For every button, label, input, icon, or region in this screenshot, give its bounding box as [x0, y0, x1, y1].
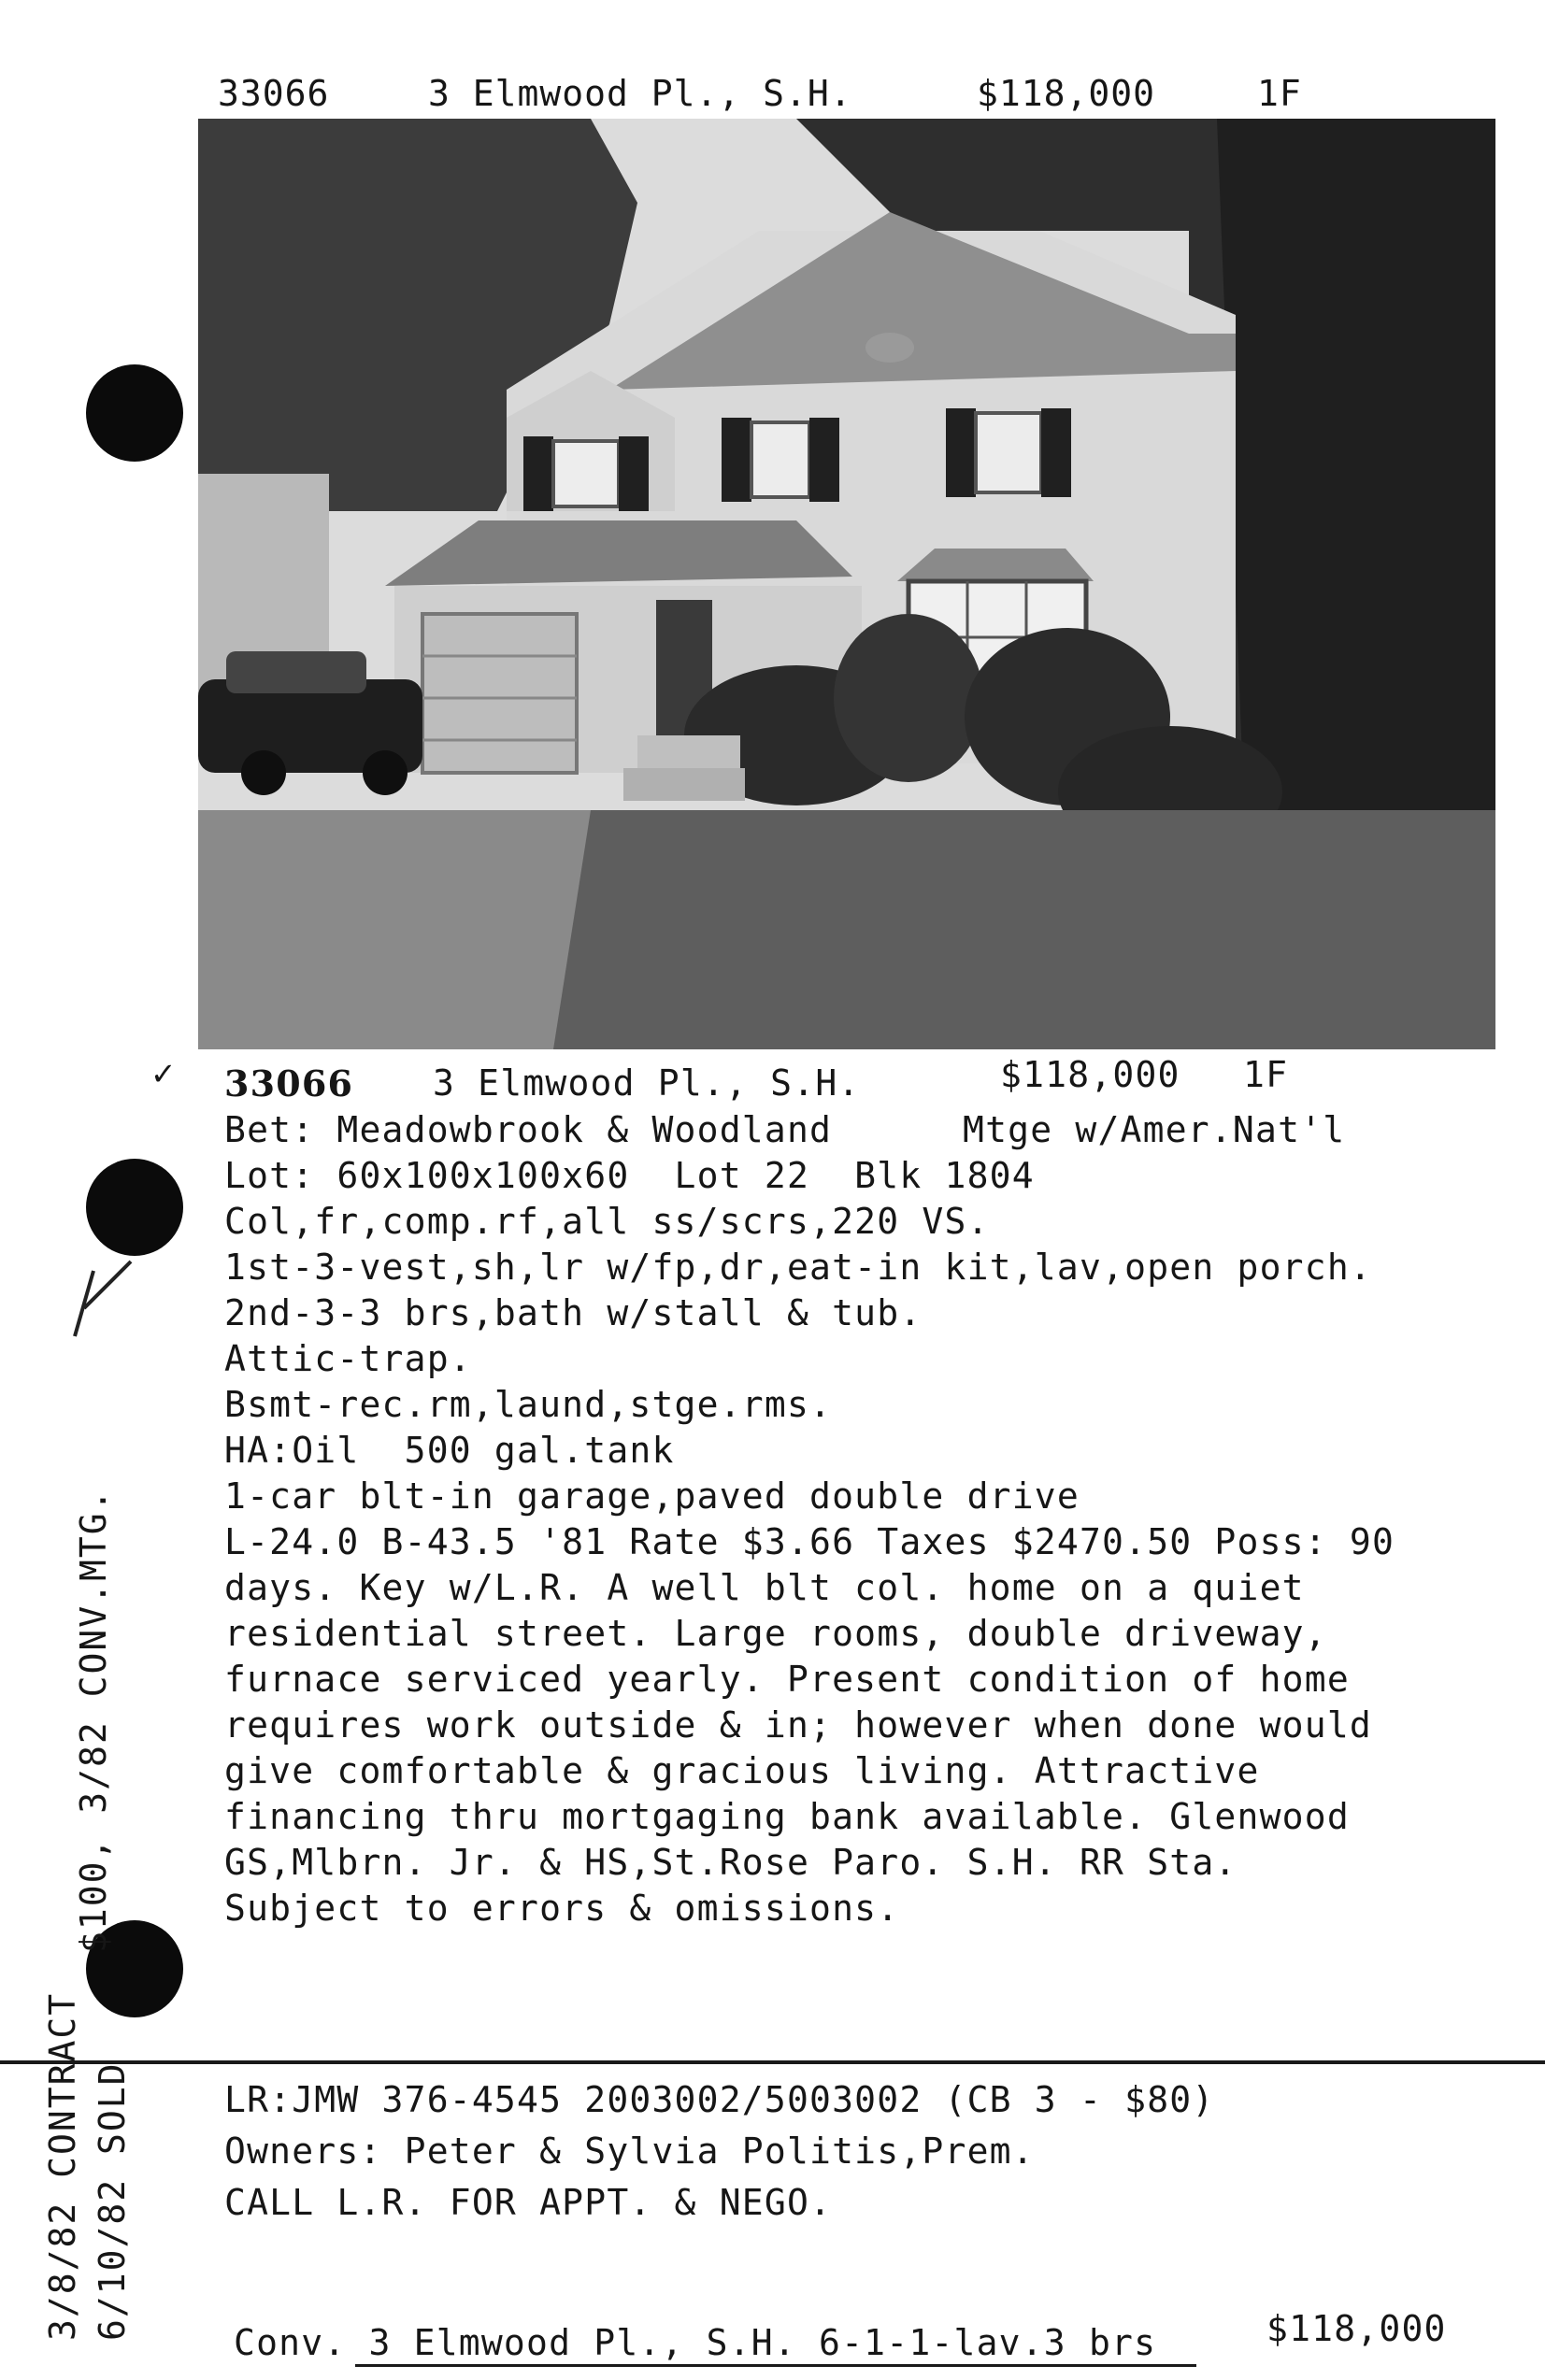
binder-hole	[86, 364, 183, 462]
listing-line: financing thru mortgaging bank available. Glenwood	[224, 1796, 1350, 1837]
listing-mortgage: Mtge w/Amer.Nat'l	[963, 1109, 1346, 1150]
listing-mls-number: 33066	[224, 1062, 354, 1104]
listing-line: Bsmt-rec.rm,laund,stge.rms.	[224, 1384, 833, 1425]
listing-line: 1st-3-vest,sh,lr w/fp,dr,eat-in kit,lav,open porch.	[224, 1247, 1372, 1288]
listing-line: days. Key w/L.R. A well blt col. home on a quiet	[224, 1567, 1305, 1608]
listing-between-streets: Bet: Meadowbrook & Woodland	[224, 1109, 833, 1150]
photo-caption-price: $118,000	[977, 73, 1156, 114]
listing-price: $118,000	[1000, 1054, 1180, 1095]
listing-line: L-24.0 B-43.5 '81 Rate $3.66 Taxes $2470.50 Poss: 90	[224, 1521, 1395, 1562]
footer-price: $118,000	[1266, 2308, 1447, 2349]
section-divider	[0, 2060, 1545, 2064]
listing-line: requires work outside & in; however when done would	[224, 1704, 1372, 1746]
house-photo	[198, 119, 1495, 1049]
owners-line: Owners: Peter & Sylvia Politis,Prem.	[224, 2131, 1035, 2172]
commission-note: $100, 3/82 CONV.MTG.	[73, 1488, 114, 1953]
listing-line: 2nd-3-3 brs,bath w/stall & tub.	[224, 1292, 923, 1333]
photo-caption-family-type: 1F	[1257, 73, 1302, 114]
footer-underline	[355, 2364, 1196, 2367]
listing-line: GS,Mlbrn. Jr. & HS,St.Rose Paro. S.H. RR Sta.	[224, 1842, 1237, 1883]
agent-contact-line: LR:JMW 376-4545 2003002/5003002 (CB 3 - $80)	[224, 2079, 1215, 2120]
listing-line: residential street. Large rooms, double driveway,	[224, 1613, 1327, 1654]
contract-note: 3/8/82 CONTRACT	[42, 1991, 83, 2341]
photo-caption-address: 3 Elmwood Pl., S.H.	[428, 73, 852, 114]
listing-line: Subject to errors & omissions.	[224, 1888, 900, 1929]
listing-family-type: 1F	[1243, 1054, 1289, 1095]
sold-note: 6/10/82 SOLD	[92, 2061, 133, 2341]
check-mark-icon: ✓	[152, 1052, 174, 1093]
listing-line: 1-car blt-in garage,paved double drive	[224, 1475, 1080, 1517]
photo-caption-mls-number: 33066	[218, 73, 330, 114]
appointment-line: CALL L.R. FOR APPT. & NEGO.	[224, 2182, 833, 2223]
listing-line: HA:Oil 500 gal.tank	[224, 1430, 675, 1471]
listing-address: 3 Elmwood Pl., S.H.	[433, 1062, 861, 1104]
binder-hole	[86, 1159, 183, 1256]
footer-summary: Conv. 3 Elmwood Pl., S.H. 6-1-1-lav.3 brs	[234, 2322, 1157, 2363]
listing-line: furnace serviced yearly. Present condition of home	[224, 1659, 1350, 1700]
listing-line: Col,fr,comp.rf,all ss/scrs,220 VS.	[224, 1201, 990, 1242]
listing-line: give comfortable & gracious living. Attractive	[224, 1750, 1260, 1791]
listing-line: Attic-trap.	[224, 1338, 472, 1379]
listing-lot: Lot: 60x100x100x60 Lot 22 Blk 1804	[224, 1155, 1035, 1196]
handwritten-check-icon	[65, 1252, 140, 1346]
